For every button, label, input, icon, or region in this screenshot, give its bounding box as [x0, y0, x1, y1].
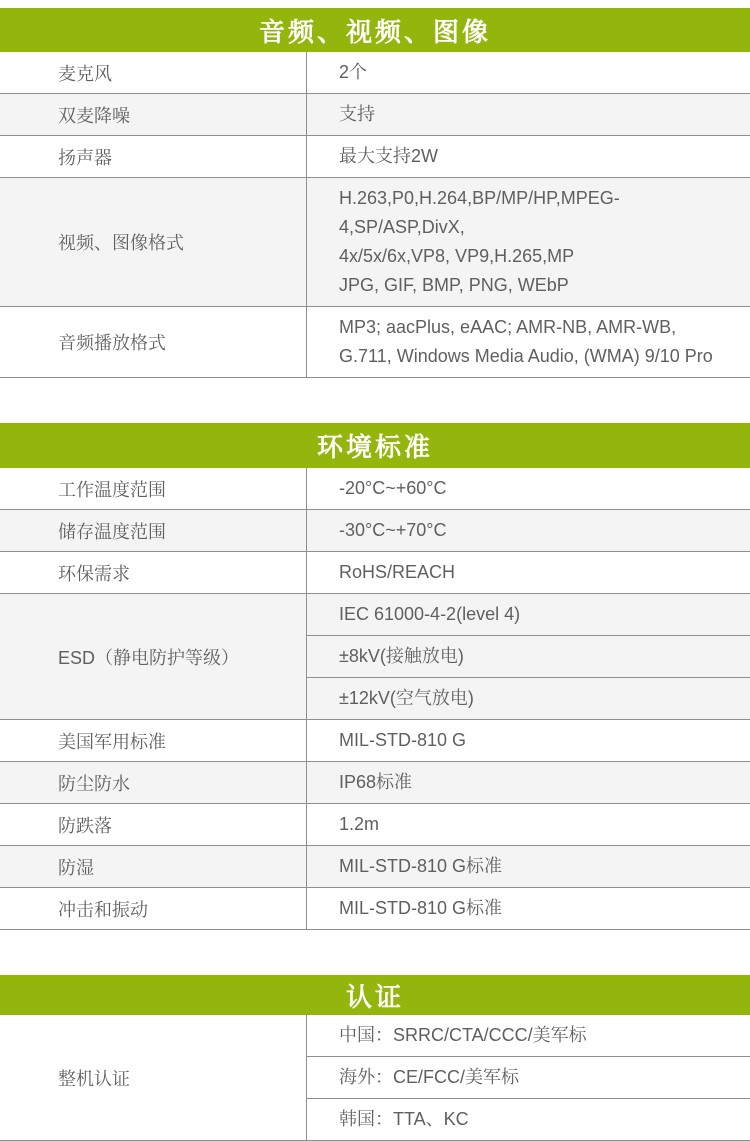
section-title: 环境标准 — [0, 423, 750, 468]
spec-label: ESD（静电防护等级） — [0, 594, 307, 719]
spec-value-column — [307, 594, 750, 719]
spec-label: 整机认证 — [0, 1015, 307, 1140]
spec-value — [307, 307, 750, 377]
table-body — [0, 52, 750, 378]
spec-value-line: RoHS/REACH — [339, 562, 456, 582]
spec-row — [0, 178, 750, 307]
spec-label: 防跌落 — [0, 804, 307, 845]
section-title: 音频、视频、图像 — [0, 8, 750, 52]
spec-row — [0, 510, 750, 552]
spec-value-line: IP68标准 — [339, 772, 413, 792]
spec-value — [307, 888, 750, 929]
spec-value-line: MIL-STD-810 G标准 — [339, 898, 503, 918]
spec-row — [0, 594, 750, 720]
spec-row — [0, 762, 750, 804]
spec-value-column — [307, 94, 750, 135]
spec-label: 双麦降噪 — [0, 94, 307, 135]
spec-label: 冲击和振动 — [0, 888, 307, 929]
spec-row — [0, 888, 750, 930]
spec-value — [307, 1015, 750, 1056]
spec-value-line: MIL-STD-810 G标准 — [339, 856, 503, 876]
spec-value-line: G.711, Windows Media Audio, (WMA) 9/10 Pro — [339, 346, 713, 366]
spec-value-line: -30°C~+70°C — [339, 520, 447, 540]
spec-value — [307, 552, 750, 593]
spec-value — [307, 762, 750, 803]
spec-value — [307, 52, 750, 93]
spec-value-column — [307, 888, 750, 929]
spec-value-column — [307, 52, 750, 93]
spec-table-certification — [0, 975, 750, 1141]
spec-value-line: ±8kV(接触放电) — [339, 646, 464, 666]
spec-value-line: 海外：CE/FCC/美军标 — [339, 1067, 519, 1087]
spec-value-line: 2个 — [339, 62, 368, 82]
spec-value-column — [307, 846, 750, 887]
spec-value-column — [307, 804, 750, 845]
spec-value-column — [307, 136, 750, 177]
spec-value — [307, 804, 750, 845]
table-body — [0, 468, 750, 930]
spec-value-column — [307, 510, 750, 551]
spec-table-environment-standards — [0, 423, 750, 930]
spec-value — [307, 136, 750, 177]
spec-row — [0, 136, 750, 178]
spec-value — [307, 1098, 750, 1140]
spec-table-audio-video-image — [0, 8, 750, 378]
spec-value-column — [307, 720, 750, 761]
spec-value — [307, 594, 750, 635]
spec-value — [307, 178, 750, 306]
spec-row — [0, 468, 750, 510]
spec-row — [0, 307, 750, 378]
spec-row — [0, 1015, 750, 1141]
spec-label: 环保需求 — [0, 552, 307, 593]
spec-value-line: MIL-STD-810 G — [339, 730, 467, 750]
spec-label: 音频播放格式 — [0, 307, 307, 377]
spec-label: 防湿 — [0, 846, 307, 887]
section-title: 认证 — [0, 975, 750, 1015]
spec-row — [0, 94, 750, 136]
spec-value — [307, 1056, 750, 1098]
spec-value-line: JPG, GIF, BMP, PNG, WEbP — [339, 275, 569, 295]
spec-row — [0, 52, 750, 94]
spec-value-line: -20°C~+60°C — [339, 478, 447, 498]
spec-label: 工作温度范围 — [0, 468, 307, 509]
spec-value-line: 4x/5x/6x,VP8, VP9,H.265,MP — [339, 246, 575, 266]
spec-label: 美国军用标准 — [0, 720, 307, 761]
spec-value-column — [307, 468, 750, 509]
spec-value-line: 1.2m — [339, 814, 380, 834]
spec-label: 储存温度范围 — [0, 510, 307, 551]
spec-value — [307, 635, 750, 677]
spec-label: 扬声器 — [0, 136, 307, 177]
spec-value-line: 中国：SRRC/CTA/CCC/美军标 — [339, 1025, 587, 1045]
spec-value — [307, 510, 750, 551]
spec-value-line: 韩国：TTA、KC — [339, 1109, 469, 1129]
spec-value-column — [307, 307, 750, 377]
spec-label: 视频、图像格式 — [0, 178, 307, 306]
spec-value-column — [307, 1015, 750, 1140]
spec-value-line: H.263,P0,H.264,BP/MP/HP,MPEG-4,SP/ASP,DivX, — [339, 188, 620, 237]
spec-value-column — [307, 178, 750, 306]
spec-value-line: ±12kV(空气放电) — [339, 688, 474, 708]
spec-value — [307, 94, 750, 135]
spec-value — [307, 677, 750, 719]
spec-value-line: 支持 — [339, 104, 375, 124]
spec-label: 防尘防水 — [0, 762, 307, 803]
table-body — [0, 1015, 750, 1141]
spec-value — [307, 468, 750, 509]
spec-row — [0, 552, 750, 594]
spec-value-column — [307, 552, 750, 593]
spec-row — [0, 846, 750, 888]
spec-label: 麦克风 — [0, 52, 307, 93]
spec-row — [0, 720, 750, 762]
spec-value — [307, 846, 750, 887]
spec-value-column — [307, 762, 750, 803]
spec-tables-container — [0, 8, 750, 1141]
spec-value — [307, 720, 750, 761]
spec-value-line: MP3; aacPlus, eAAC; AMR-NB, AMR-WB, — [339, 317, 677, 337]
spec-value-line: IEC 61000-4-2(level 4) — [339, 604, 521, 624]
spec-row — [0, 804, 750, 846]
spec-value-line: 最大支持2W — [339, 146, 438, 166]
